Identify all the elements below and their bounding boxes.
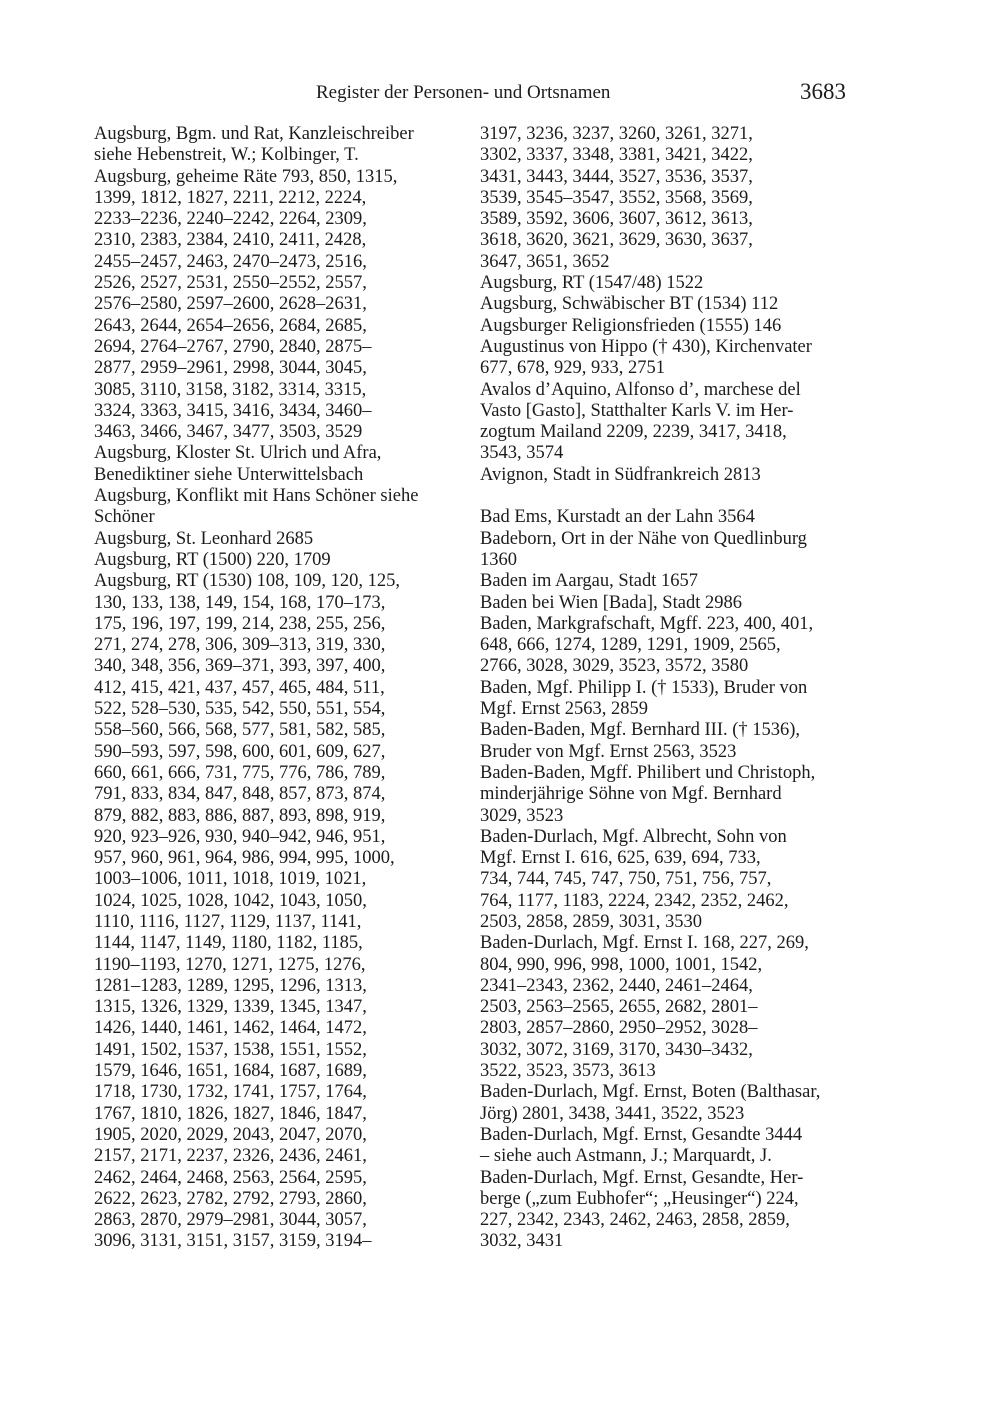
- index-entry-line: zogtum Mailand 2209, 2239, 3417, 3418,: [480, 422, 787, 443]
- index-entry: [480, 337, 852, 380]
- index-entry-line: 2341–2343, 2362, 2440, 2461–2464,: [480, 975, 753, 996]
- index-entry-line: 558–560, 566, 568, 577, 581, 582, 585,: [94, 720, 386, 741]
- index-entry: [480, 529, 852, 572]
- index-entry-line: Mgf. Ernst I. 616, 625, 639, 694, 733,: [480, 848, 761, 869]
- index-entry-line: Baden-Baden, Mgf. Bernhard III. († 1536),: [480, 720, 801, 741]
- index-entry-line: 3029, 3523: [480, 805, 564, 826]
- index-entry-line: 3431, 3443, 3444, 3527, 3536, 3537,: [480, 166, 753, 187]
- index-entry-line: 1360: [480, 549, 517, 570]
- index-entry-line: Augustinus von Hippo († 430), Kirchenvater: [480, 336, 812, 357]
- index-entry-line: 2503, 2563–2565, 2655, 2682, 2801–: [480, 997, 758, 1018]
- index-entry-line: 3324, 3363, 3415, 3416, 3434, 3460–: [94, 400, 372, 421]
- index-entry-line: Augsburg, Konflikt mit Hans Schöner siehe: [94, 486, 419, 507]
- index-entry-line: 3032, 3072, 3169, 3170, 3430–3432,: [480, 1039, 753, 1060]
- index-entry-line: Baden-Durlach, Mgf. Ernst, Gesandte, Her-: [480, 1167, 804, 1188]
- index-entry-line: 1718, 1730, 1732, 1741, 1757, 1764,: [94, 1082, 367, 1103]
- index-entry: [480, 593, 852, 614]
- index-entry-line: 412, 415, 421, 437, 457, 465, 484, 511,: [94, 677, 385, 698]
- index-entry-line: 764, 1177, 1183, 2224, 2342, 2352, 2462,: [480, 890, 789, 911]
- index-entry-line: 1426, 1440, 1461, 1462, 1464, 1472,: [94, 1018, 367, 1039]
- index-entry-line: Augsburg, RT (1500) 220, 1709: [94, 549, 331, 570]
- running-header-title: Register der Personen- und Ortsnamen: [316, 82, 611, 103]
- index-entry-line: 1190–1193, 1270, 1271, 1275, 1276,: [94, 954, 366, 975]
- index-entry-line: Bad Ems, Kurstadt an der Lahn 3564: [480, 507, 755, 528]
- index-entry-line: 3085, 3110, 3158, 3182, 3314, 3315,: [94, 379, 367, 400]
- index-entry: [94, 486, 466, 529]
- index-entry: [480, 1125, 852, 1168]
- index-entry-line: 2157, 2171, 2237, 2326, 2436, 2461,: [94, 1146, 367, 1167]
- index-entry-line: Vasto [Gasto], Statthalter Karls V. im Her-: [480, 400, 794, 421]
- index-entry-line: siehe Hebenstreit, W.; Kolbinger, T.: [94, 145, 359, 166]
- index-entry: [480, 614, 852, 678]
- index-entry-line: 2643, 2644, 2654–2656, 2684, 2685,: [94, 315, 367, 336]
- index-entry-line: Baden-Durlach, Mgf. Albrecht, Sohn von: [480, 826, 787, 847]
- index-entry-line: 1491, 1502, 1537, 1538, 1551, 1552,: [94, 1039, 367, 1060]
- index-entry-line: 2526, 2527, 2531, 2550–2552, 2557,: [94, 273, 367, 294]
- index-entry-line: 2877, 2959–2961, 2998, 3044, 3045,: [94, 358, 367, 379]
- index-entry-line: 791, 833, 834, 847, 848, 857, 873, 874,: [94, 784, 386, 805]
- index-entry: [94, 550, 466, 571]
- index-entry: [480, 273, 852, 294]
- index-entry-line: minderjährige Söhne von Mgf. Bernhard: [480, 784, 782, 805]
- index-entry-line: Bruder von Mgf. Ernst 2563, 3523: [480, 741, 737, 762]
- index-entry-line: Avignon, Stadt in Südfrankreich 2813: [480, 464, 761, 485]
- index-entry-line: 3589, 3592, 3606, 3607, 3612, 3613,: [480, 209, 753, 230]
- index-entry: [480, 380, 852, 465]
- index-entry-line: 3522, 3523, 3573, 3613: [480, 1061, 656, 1082]
- index-entry-line: 590–593, 597, 598, 600, 601, 609, 627,: [94, 741, 386, 762]
- letter-section-gap: [480, 486, 852, 507]
- index-entry-line: 1399, 1812, 1827, 2211, 2212, 2224,: [94, 187, 367, 208]
- index-entry-line: 1905, 2020, 2029, 2043, 2047, 2070,: [94, 1124, 367, 1145]
- index-entry-line: 2766, 3028, 3029, 3523, 3572, 3580: [480, 656, 749, 677]
- index-entry: [480, 507, 852, 528]
- index-entry-line: 340, 348, 356, 369–371, 393, 397, 400,: [94, 656, 386, 677]
- page-number: 3683: [800, 79, 846, 104]
- index-entry-line: 271, 274, 278, 306, 309–313, 319, 330,: [94, 635, 386, 656]
- index-entry: [480, 678, 852, 721]
- index-entry-line: Augsburg, RT (1530) 108, 109, 120, 125,: [94, 571, 401, 592]
- index-entry-line: 175, 196, 197, 199, 214, 238, 255, 256,: [94, 613, 386, 634]
- index-entry-line: 2455–2457, 2463, 2470–2473, 2516,: [94, 251, 367, 272]
- index-entry-line: 957, 960, 961, 964, 986, 994, 995, 1000,: [94, 848, 395, 869]
- index-entry-line: 734, 744, 745, 747, 750, 751, 756, 757,: [480, 869, 772, 890]
- index-entry-line: 677, 678, 929, 933, 2751: [480, 358, 665, 379]
- index-column-right: [480, 124, 852, 1253]
- index-entry: [480, 571, 852, 592]
- index-entry-line: 2576–2580, 2597–2600, 2628–2631,: [94, 294, 367, 315]
- index-entry-line: 660, 661, 666, 731, 775, 776, 786, 789,: [94, 762, 386, 783]
- index-column-left: [94, 124, 466, 1253]
- index-entry: [480, 827, 852, 933]
- index-entry: [94, 443, 466, 486]
- index-entry-line: Augsburg, St. Leonhard 2685: [94, 528, 314, 549]
- index-entry: [94, 167, 466, 444]
- index-entry-line: Baden im Aargau, Stadt 1657: [480, 571, 699, 592]
- index-entry-line: 3463, 3466, 3467, 3477, 3503, 3529: [94, 422, 363, 443]
- index-entry-line: 522, 528–530, 535, 542, 550, 551, 554,: [94, 699, 386, 720]
- index-entry-line: 1110, 1116, 1127, 1129, 1137, 1141,: [94, 911, 362, 932]
- index-entry-line: Badeborn, Ort in der Nähe von Quedlinburg: [480, 528, 807, 549]
- index-entry-line: Baden, Markgrafschaft, Mgff. 223, 400, 401,: [480, 613, 814, 634]
- index-entry-line: 648, 666, 1274, 1289, 1291, 1909, 2565,: [480, 635, 781, 656]
- index-entry-line: 1315, 1326, 1329, 1339, 1345, 1347,: [94, 997, 367, 1018]
- index-entry-line: Augsburg, RT (1547/48) 1522: [480, 273, 704, 294]
- index-entry-line: Baden-Durlach, Mgf. Ernst I. 168, 227, 269,: [480, 933, 809, 954]
- index-entry-line: berge („zum Eubhofer“; „Heusinger“) 224,: [480, 1188, 799, 1209]
- index-entry: [94, 529, 466, 550]
- index-entry-line: 2863, 2870, 2979–2981, 3044, 3057,: [94, 1210, 367, 1231]
- index-entry-line: 3197, 3236, 3237, 3260, 3261, 3271,: [480, 124, 753, 144]
- index-entry-line: 2310, 2383, 2384, 2410, 2411, 2428,: [94, 230, 367, 251]
- index-entry-line: Benediktiner siehe Unterwittelsbach: [94, 464, 364, 485]
- index-entry: [480, 720, 852, 763]
- index-entry-line: 1579, 1646, 1651, 1684, 1687, 1689,: [94, 1061, 367, 1082]
- index-entry-line: 1144, 1147, 1149, 1180, 1182, 1185,: [94, 933, 363, 954]
- index-entry-line: Baden-Baden, Mgff. Philibert und Christoph,: [480, 762, 816, 783]
- index-entry-line: Jörg) 2801, 3438, 3441, 3522, 3523: [480, 1103, 745, 1124]
- index-entry: [480, 294, 852, 315]
- index-entry: [480, 933, 852, 1082]
- index-entry-line: – siehe auch Astmann, J.; Marquardt, J.: [480, 1146, 772, 1167]
- index-entry-line: 2503, 2858, 2859, 3031, 3530: [480, 911, 702, 932]
- index-entry-line: 1024, 1025, 1028, 1042, 1043, 1050,: [94, 890, 367, 911]
- index-entry-line: Schöner: [94, 507, 155, 528]
- index-entry-line: 1281–1283, 1289, 1295, 1296, 1313,: [94, 975, 367, 996]
- index-entry-line: Baden-Durlach, Mgf. Ernst, Boten (Balthasar,: [480, 1082, 821, 1103]
- index-entry: [480, 1082, 852, 1125]
- index-entry-line: 1003–1006, 1011, 1018, 1019, 1021,: [94, 869, 367, 890]
- index-entry-line: Augsburg, Bgm. und Rat, Kanzleischreiber: [94, 124, 414, 144]
- index-entry-line: 3618, 3620, 3621, 3629, 3630, 3637,: [480, 230, 753, 251]
- index-entry-line: Baden-Durlach, Mgf. Ernst, Gesandte 3444: [480, 1124, 803, 1145]
- index-entry: [480, 316, 852, 337]
- index-entry: [94, 124, 466, 167]
- index-entry-line: 2622, 2623, 2782, 2792, 2793, 2860,: [94, 1188, 367, 1209]
- index-entry: [480, 763, 852, 827]
- index-entry-line: Mgf. Ernst 2563, 2859: [480, 699, 649, 720]
- index-entry-line: 920, 923–926, 930, 940–942, 946, 951,: [94, 826, 386, 847]
- index-entry-line: 3543, 3574: [480, 443, 564, 464]
- index-entry-line: 804, 990, 996, 998, 1000, 1001, 1542,: [480, 954, 763, 975]
- index-entry-line: 2803, 2857–2860, 2950–2952, 3028–: [480, 1018, 758, 1039]
- index-entry-line: 2694, 2764–2767, 2790, 2840, 2875–: [94, 336, 372, 357]
- index-entry-line: Augsburg, Kloster St. Ulrich und Afra,: [94, 443, 382, 464]
- index-entry-line: 130, 133, 138, 149, 154, 168, 170–173,: [94, 592, 386, 613]
- index-entry-line: 2462, 2464, 2468, 2563, 2564, 2595,: [94, 1167, 367, 1188]
- index-entry-line: Baden bei Wien [Bada], Stadt 2986: [480, 592, 742, 613]
- index-entry-line: Augsburger Religionsfrieden (1555) 146: [480, 315, 782, 336]
- index-entry: [94, 571, 466, 1253]
- index-entry: [480, 1168, 852, 1253]
- index-entry: [480, 465, 852, 486]
- index-entry-line: Avalos d’Aquino, Alfonso d’, marchese del: [480, 379, 801, 400]
- index-entry-line: 2233–2236, 2240–2242, 2264, 2309,: [94, 209, 367, 230]
- index-entry-line: Augsburg, geheime Räte 793, 850, 1315,: [94, 166, 398, 187]
- index-entry-line: 1767, 1810, 1826, 1827, 1846, 1847,: [94, 1103, 367, 1124]
- index-entry-line: 3032, 3431: [480, 1231, 564, 1252]
- index-entry-line: 3539, 3545–3547, 3552, 3568, 3569,: [480, 187, 753, 208]
- index-entry-line: 879, 882, 883, 886, 887, 893, 898, 919,: [94, 805, 386, 826]
- index-entry-line: Augsburg, Schwäbischer BT (1534) 112: [480, 294, 779, 315]
- index-entry-line: 3647, 3651, 3652: [480, 251, 610, 272]
- index-entry-continuation: [480, 124, 852, 273]
- index-entry-line: 3302, 3337, 3348, 3381, 3421, 3422,: [480, 145, 753, 166]
- index-entry-line: 227, 2342, 2343, 2462, 2463, 2858, 2859,: [480, 1210, 790, 1231]
- index-entry-line: 3096, 3131, 3151, 3157, 3159, 3194–: [94, 1231, 372, 1252]
- index-entry-line: Baden, Mgf. Philipp I. († 1533), Bruder von: [480, 677, 808, 698]
